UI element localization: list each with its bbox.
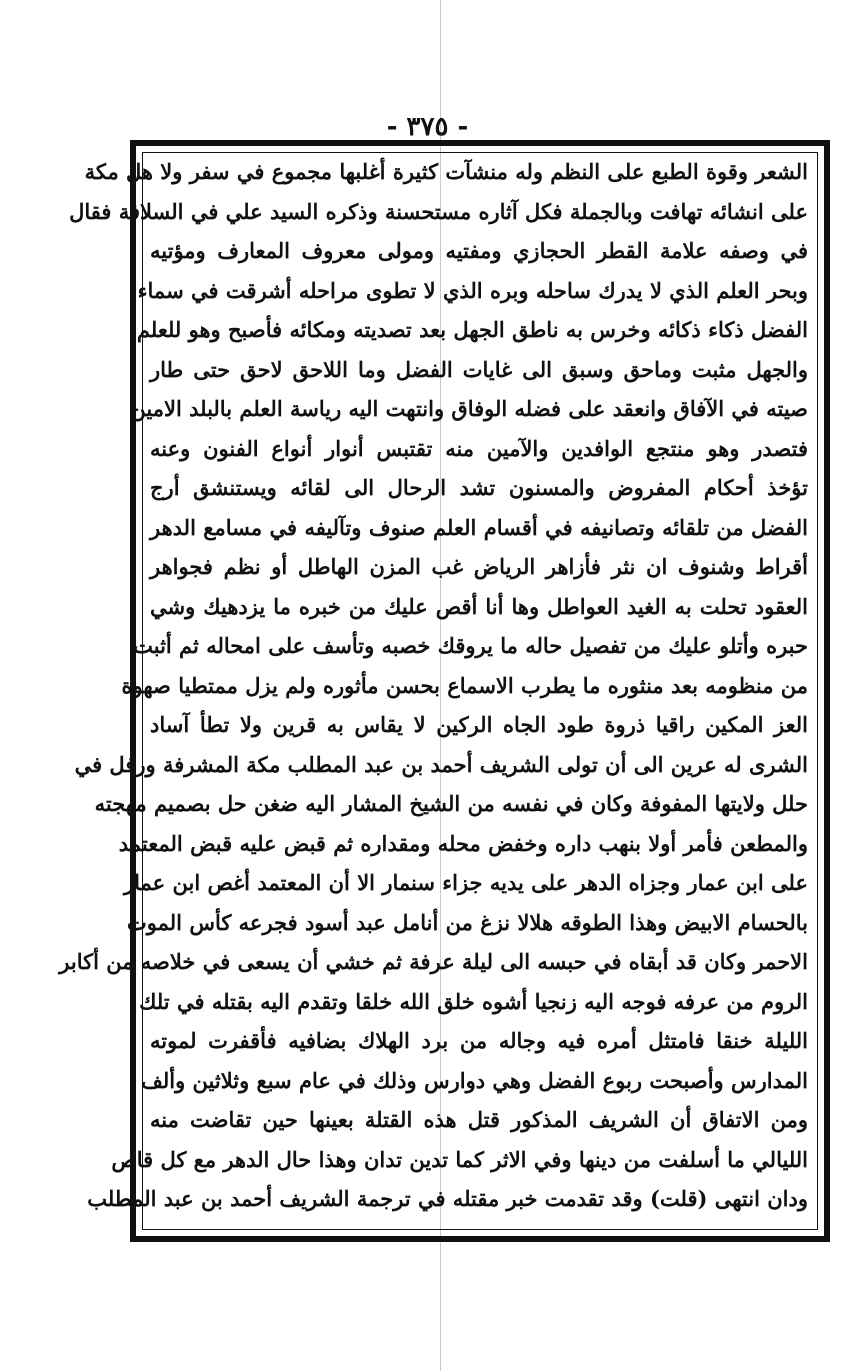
text-line: ودان انتهى (قلت) وقد تقدمت خبر مقتله في ترجمة الشريف أحمد بن عبد المطلب xyxy=(87,1186,808,1211)
text-line: الليالي ما أسلفت من دينها وفي الاثر كما تدين تدان وهذا حال الدهر مع كل قاص xyxy=(111,1146,808,1172)
text-line: والجهل مثبت وماحق وسبق الى غايات الفضل وما اللاحق لاحق حتى طار xyxy=(150,356,808,382)
text-line: الشعر وقوة الطبع على النظم وله منشآت كثيرة أغلبها مجموع في سفر ولا هل مكة xyxy=(84,159,808,184)
text-line: أقراط وشنوف ان نثر فأزاهر الرياض غب المزن الهاطل أو نظم فجواهر xyxy=(150,554,808,579)
text-line: من منظومه بعد منثوره ما يطرب الاسماع بحسن مأثوره ولم يزل ممتطيا صهوة xyxy=(121,672,808,698)
page-number: - ٣٧٥ - xyxy=(386,112,469,142)
text-line: فتصدر وهو منتجع الوافدين والآمين منه تقتبس أنوار أنواع الفنون وعنه xyxy=(150,435,808,461)
text-line: الفضل ذكاء ذكائه وخرس به ناطق الجهل بعد تصديته ومكائه فأصبح وهو للعلم xyxy=(136,317,808,342)
text-line: الروم من عرفه فوجه اليه زنجيا أشوه خلق الله خلقا وتقدم اليه بقتله في تلك xyxy=(139,988,808,1014)
text-line: الفضل من تلقائه وتصانيفه في أقسام العلم صنوف وتآليفه في مسامع الدهر xyxy=(150,514,808,540)
text-line: وبحر العلم الذي لا يدرك ساحله وبره الذي لا تطوى مراحله أشرقت في سماء xyxy=(137,277,808,303)
text-line: بالحسام الابيض وهذا الطوقه هلالا نزغ من أنامل عبد أسود فجرعه كأس الموت xyxy=(127,909,808,935)
text-line: تؤخذ أحكام المفروض والمسنون تشد الرحال الى لقائه ويستنشق أرج xyxy=(150,475,808,500)
text-line: صيته في الآفاق وانعقد على فضله الوفاق وانتهت اليه رياسة العلم بالبلد الامين xyxy=(130,396,808,421)
body-text xyxy=(59,152,808,1219)
text-line: العقود تحلت به الغيد العواطل وها أنا أقص عليك من خبره ما يزدهيك وشي xyxy=(150,593,808,619)
text-line: على ابن عمار وجزاه الدهر على يديه جزاء سنمار الا أن المعتمد أغص ابن عمار xyxy=(123,870,808,895)
text-line: حلل ولايتها المفوفة وكان في نفسه من الشيخ المشار اليه ضغن حل بصميم مهجته xyxy=(94,791,808,816)
text-line: الشرى له عرين الى أن تولى الشريف أحمد بن عبد المطلب مكة المشرفة ورفل في xyxy=(74,751,808,777)
text-line: والمطعن فأمر أولا بنهب داره وخفض محله ومقداره ثم قبض عليه قبض المعتمد xyxy=(118,830,808,856)
text-line: المدارس وأصبحت ربوع الفضل وهي دوارس وذلك في عام سبع وثلاثين وألف xyxy=(141,1067,808,1093)
text-line: العز المكين راقيا ذروة طود الجاه الركين لا يقاس به قرين ولا تطأ آساد xyxy=(150,712,808,737)
text-line: حبره وأتلو عليك من تفصيل حاله ما يروقك خصبه وتأسف على امحاله ثم أثبت xyxy=(133,633,808,658)
text-line: الاحمر وكان قد أبقاه في حبسه الى ليلة عرفة ثم خشي أن يسعى في خلاصه من أكابر xyxy=(59,949,808,974)
text-line: ومن الاتفاق أن الشريف المذكور قتل هذه القتلة بعينها حين تقاضت منه xyxy=(150,1107,808,1132)
text-line: الليلة خنقا فامتثل أمره فيه وجاله من برد الهلاك بضافيه فأقفرت لموته xyxy=(150,1028,808,1053)
text-line: على انشائه تهافت وبالجملة فكل آثاره مستحسنة وذكره السيد علي في السلافة فقال xyxy=(69,198,808,224)
text-line: في وصفه علامة القطر الحجازي ومفتيه ومولى معروف المعارف ومؤتيه xyxy=(150,238,808,263)
